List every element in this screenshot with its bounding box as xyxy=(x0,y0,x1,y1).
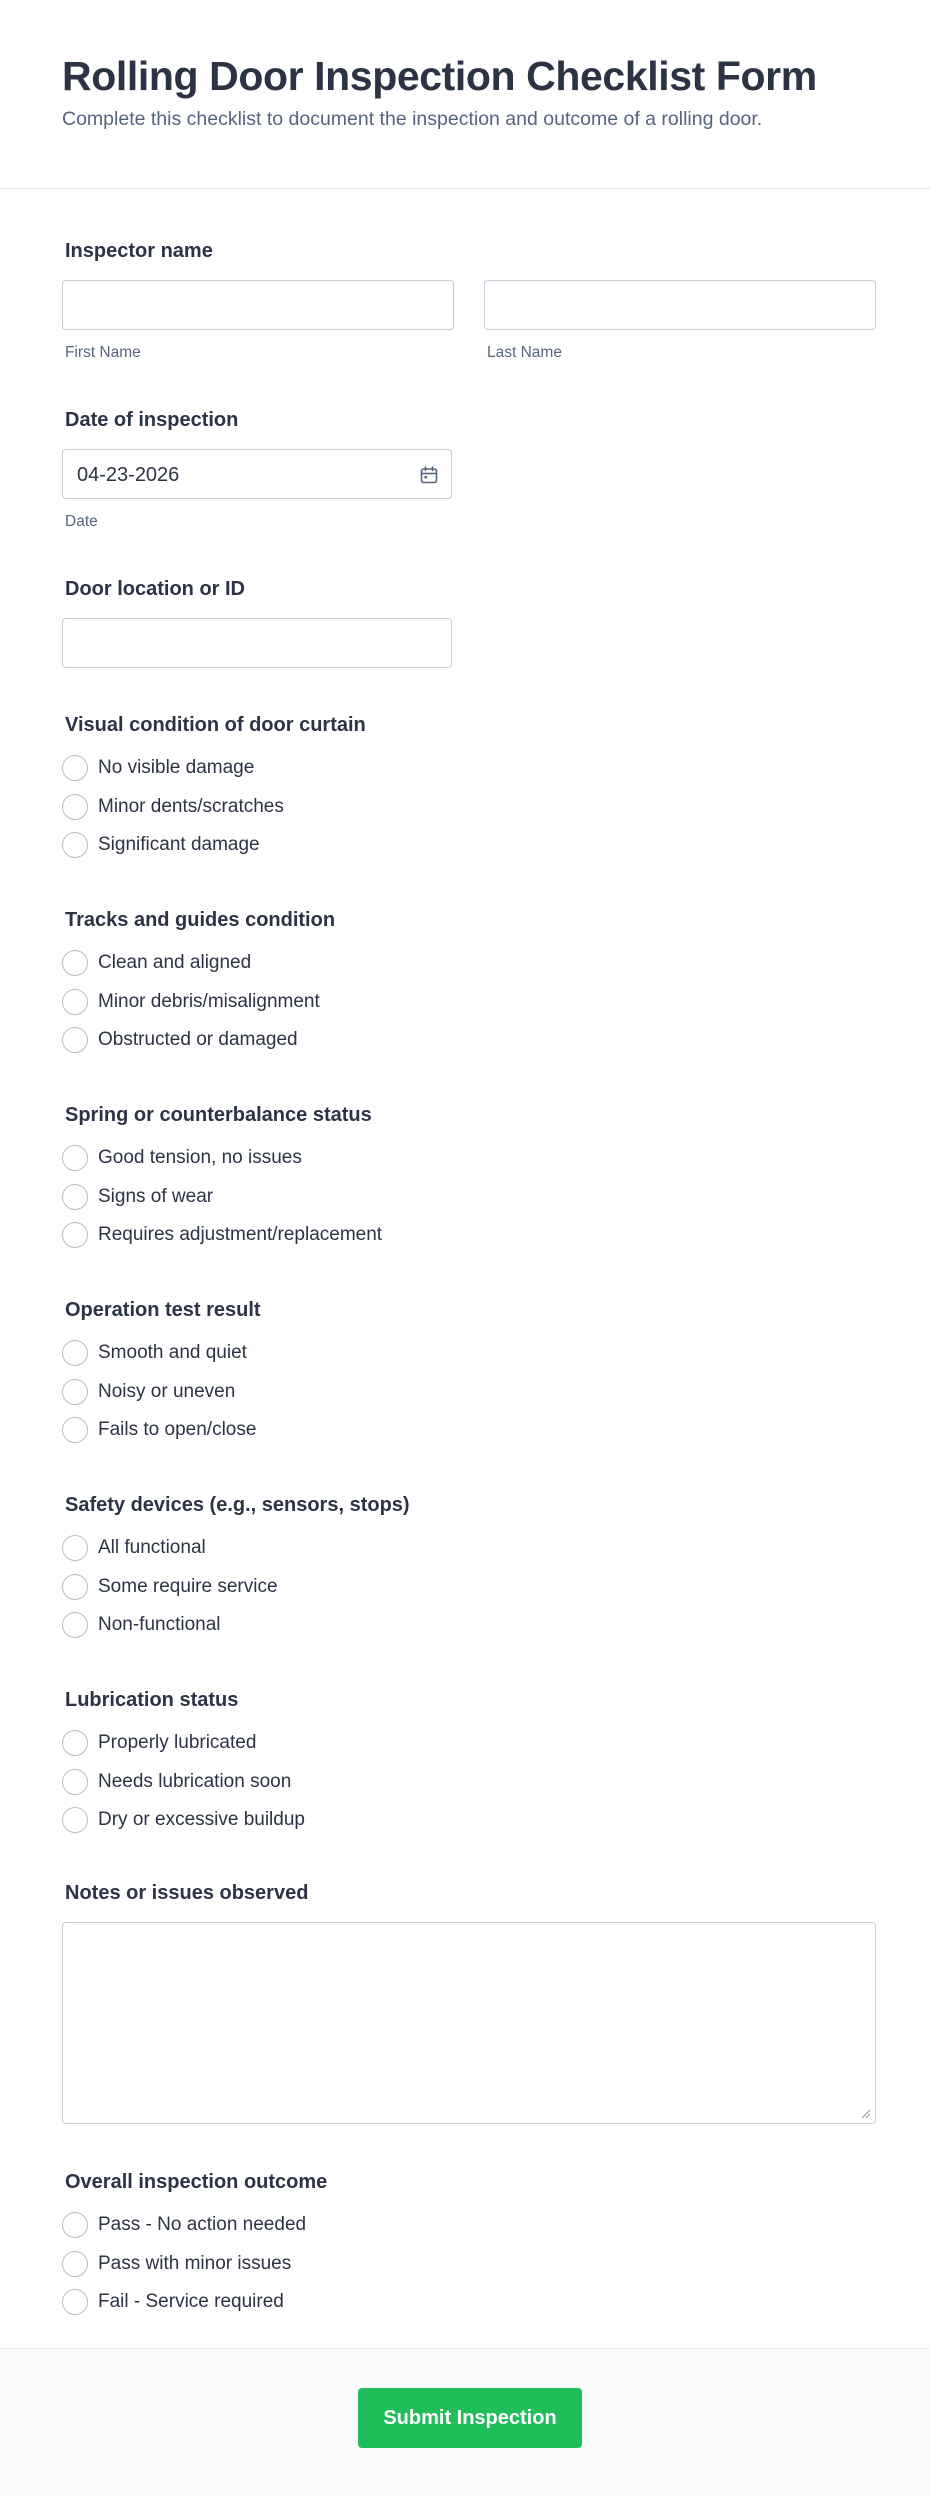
notes-textarea[interactable] xyxy=(62,1922,876,2124)
spring-radio-group xyxy=(62,1139,382,1255)
radio-button[interactable] xyxy=(62,1730,88,1756)
date-sublabel: Date xyxy=(65,513,98,530)
radio-button[interactable] xyxy=(62,1535,88,1561)
curtain-option[interactable] xyxy=(62,749,284,788)
calendar-icon[interactable] xyxy=(419,465,439,485)
radio-label: Signs of wear xyxy=(98,1185,214,1207)
first-name-input[interactable] xyxy=(62,280,454,330)
lubrication-option[interactable] xyxy=(62,1724,305,1763)
radio-label: Pass - No action needed xyxy=(98,2214,307,2236)
radio-label: Minor dents/scratches xyxy=(98,795,284,817)
radio-label: Obstructed or damaged xyxy=(98,1029,298,1051)
outcome-label: Overall inspection outcome xyxy=(65,2171,328,2193)
safety-radio-group xyxy=(62,1529,278,1645)
operation-option[interactable] xyxy=(62,1373,256,1412)
outcome-option[interactable] xyxy=(62,2206,306,2245)
curtain-option[interactable] xyxy=(62,826,284,865)
radio-button[interactable] xyxy=(62,1769,88,1795)
radio-button[interactable] xyxy=(62,2289,88,2315)
radio-button[interactable] xyxy=(62,1145,88,1171)
first-name-sublabel: First Name xyxy=(65,344,141,361)
radio-button[interactable] xyxy=(62,2251,88,2277)
tracks-label: Tracks and guides condition xyxy=(65,909,336,931)
last-name-input[interactable] xyxy=(484,280,876,330)
location-label: Door location or ID xyxy=(65,578,245,600)
curtain-radio-group xyxy=(62,749,284,865)
radio-button[interactable] xyxy=(62,1417,88,1443)
safety-option[interactable] xyxy=(62,1568,278,1607)
date-input[interactable] xyxy=(62,449,452,499)
date-label: Date of inspection xyxy=(65,409,239,431)
radio-button[interactable] xyxy=(62,1222,88,1248)
last-name-sublabel: Last Name xyxy=(487,344,562,361)
radio-label: All functional xyxy=(98,1537,206,1559)
curtain-label: Visual condition of door curtain xyxy=(65,714,366,736)
operation-option[interactable] xyxy=(62,1411,256,1450)
radio-button[interactable] xyxy=(62,1340,88,1366)
outcome-option[interactable] xyxy=(62,2283,306,2322)
tracks-option[interactable] xyxy=(62,983,320,1022)
form-header xyxy=(0,0,930,189)
radio-label: Requires adjustment/replacement xyxy=(98,1224,383,1246)
radio-label: Clean and aligned xyxy=(98,952,252,974)
operation-label: Operation test result xyxy=(65,1299,261,1321)
curtain-option[interactable] xyxy=(62,788,284,827)
radio-label: Non-functional xyxy=(98,1614,221,1636)
radio-button[interactable] xyxy=(62,1184,88,1210)
radio-label: Needs lubrication soon xyxy=(98,1770,292,1792)
radio-label: Some require service xyxy=(98,1575,278,1597)
lubrication-label: Lubrication status xyxy=(65,1689,239,1711)
lubrication-option[interactable] xyxy=(62,1801,305,1840)
safety-option[interactable] xyxy=(62,1529,278,1568)
lubrication-radio-group xyxy=(62,1724,305,1840)
outcome-radio-group xyxy=(62,2206,306,2322)
submit-button[interactable]: Submit Inspection xyxy=(358,2388,582,2448)
spring-label: Spring or counterbalance status xyxy=(65,1104,372,1126)
radio-button[interactable] xyxy=(62,755,88,781)
outcome-option[interactable] xyxy=(62,2245,306,2284)
radio-label: No visible damage xyxy=(98,757,255,779)
notes-label: Notes or issues observed xyxy=(65,1882,309,1904)
tracks-option[interactable] xyxy=(62,944,320,983)
resize-grip-icon[interactable] xyxy=(859,2107,871,2119)
form-subtitle: Complete this checklist to document the inspection and outcome of a rolling door. xyxy=(62,108,763,130)
radio-label: Good tension, no issues xyxy=(98,1147,302,1169)
safety-option[interactable] xyxy=(62,1606,278,1645)
spring-option[interactable] xyxy=(62,1139,382,1178)
radio-label: Properly lubricated xyxy=(98,1732,257,1754)
radio-button[interactable] xyxy=(62,1027,88,1053)
date-value: 04-23-2026 xyxy=(77,464,180,486)
spring-option[interactable] xyxy=(62,1216,382,1255)
radio-label: Pass with minor issues xyxy=(98,2252,292,2274)
radio-button[interactable] xyxy=(62,2212,88,2238)
location-input[interactable] xyxy=(62,618,452,668)
safety-label: Safety devices (e.g., sensors, stops) xyxy=(65,1494,410,1516)
radio-button[interactable] xyxy=(62,1807,88,1833)
radio-label: Dry or excessive buildup xyxy=(98,1809,305,1831)
radio-label: Smooth and quiet xyxy=(98,1342,247,1364)
radio-label: Minor debris/misalignment xyxy=(98,990,320,1012)
radio-button[interactable] xyxy=(62,832,88,858)
radio-label: Fail - Service required xyxy=(98,2291,284,2313)
radio-button[interactable] xyxy=(62,1574,88,1600)
radio-label: Significant damage xyxy=(98,834,260,856)
tracks-radio-group xyxy=(62,944,320,1060)
inspector-name-label: Inspector name xyxy=(65,240,213,262)
form-title: Rolling Door Inspection Checklist Form xyxy=(62,53,817,99)
lubrication-option[interactable] xyxy=(62,1763,305,1802)
radio-button[interactable] xyxy=(62,794,88,820)
radio-button[interactable] xyxy=(62,1612,88,1638)
radio-label: Noisy or uneven xyxy=(98,1380,236,1402)
operation-option[interactable] xyxy=(62,1334,256,1373)
radio-button[interactable] xyxy=(62,1379,88,1405)
radio-button[interactable] xyxy=(62,950,88,976)
operation-radio-group xyxy=(62,1334,256,1450)
radio-label: Fails to open/close xyxy=(98,1419,257,1441)
radio-button[interactable] xyxy=(62,989,88,1015)
spring-option[interactable] xyxy=(62,1178,382,1217)
tracks-option[interactable] xyxy=(62,1021,320,1060)
